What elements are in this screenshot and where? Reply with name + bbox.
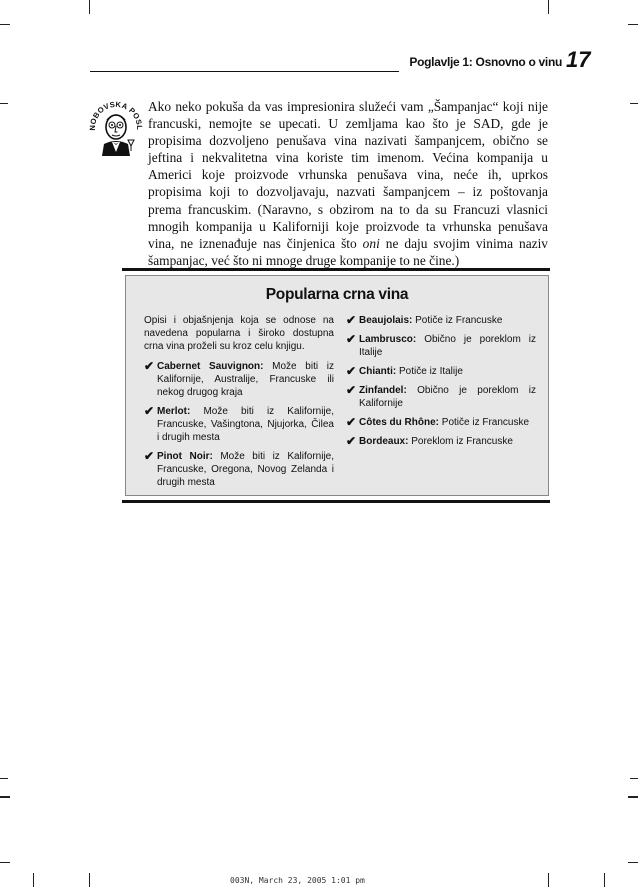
chapter-title: Poglavlje 1: Osnovno o vinu bbox=[409, 55, 562, 69]
crop-mark bbox=[0, 778, 8, 779]
wine-name: Lambrusco: bbox=[359, 334, 417, 345]
list-item bbox=[144, 450, 334, 489]
crop-mark bbox=[630, 103, 638, 104]
snob-talk-icon bbox=[88, 94, 144, 156]
list-item bbox=[346, 384, 536, 410]
crop-mark bbox=[628, 24, 638, 25]
sidebar-title: Popularna crna vina bbox=[265, 286, 409, 303]
crop-mark bbox=[548, 0, 549, 14]
checkmark-icon: ✔ bbox=[144, 359, 155, 373]
wine-name: Pinot Noir: bbox=[157, 451, 213, 462]
sidebar-intro: Opisi i objašnjenja koja se odnose na navedena popularna i široko dostupna crna vina proželi su kroz celu knjigu. bbox=[144, 315, 334, 352]
wine-desc: Obično je poreklom iz Italije bbox=[359, 334, 536, 358]
crop-mark bbox=[628, 796, 638, 798]
wine-desc: Poreklom iz Francuske bbox=[408, 436, 513, 447]
checkmark-icon: ✔ bbox=[346, 434, 357, 448]
crop-mark bbox=[0, 24, 10, 25]
wine-name: Merlot: bbox=[157, 406, 191, 417]
crop-mark bbox=[0, 862, 10, 863]
wine-name: Cabernet Sauvignon: bbox=[157, 361, 264, 372]
wine-name: Chianti: bbox=[359, 366, 397, 377]
wine-desc: Potiče iz Italije bbox=[396, 366, 463, 377]
checkmark-icon: ✔ bbox=[346, 383, 357, 397]
list-item bbox=[144, 360, 334, 399]
crop-mark bbox=[630, 778, 638, 779]
crop-mark bbox=[548, 873, 549, 887]
wine-desc: Može biti iz Kalifornije, Francuske, Oregona, Novog Zelanda i drugih mesta bbox=[157, 451, 335, 488]
wine-name: Côtes du Rhône: bbox=[359, 417, 439, 428]
wine-name: Beaujolais: bbox=[359, 315, 413, 326]
list-item bbox=[144, 405, 334, 444]
intro-paragraph bbox=[148, 98, 548, 269]
sidebar-right-column bbox=[346, 314, 536, 454]
crop-mark bbox=[0, 103, 8, 104]
wine-name: Zinfandel: bbox=[359, 385, 407, 396]
checkmark-icon: ✔ bbox=[346, 415, 357, 429]
crop-mark bbox=[0, 796, 10, 798]
list-item bbox=[346, 314, 536, 327]
list-item bbox=[346, 416, 536, 429]
header-rule bbox=[90, 71, 399, 72]
wine-desc: Može biti iz Kalifornije, Australije, Francuske ili nekog drugog kraja bbox=[157, 361, 334, 398]
intro-emphasis: oni bbox=[362, 235, 380, 251]
crop-mark bbox=[89, 873, 90, 887]
list-item bbox=[346, 435, 536, 448]
checkmark-icon: ✔ bbox=[346, 313, 357, 327]
wine-name: Bordeaux: bbox=[359, 436, 409, 447]
sidebar-left-column bbox=[144, 314, 334, 495]
crop-mark bbox=[33, 873, 34, 887]
crop-mark bbox=[89, 0, 90, 14]
checkmark-icon: ✔ bbox=[144, 404, 155, 418]
wine-desc: Potiče iz Francuske bbox=[439, 417, 530, 428]
wine-desc: Obično je poreklom iz Kalifornije bbox=[359, 385, 536, 409]
snob-talk-label: NOBOVSKA POSL bbox=[88, 99, 144, 131]
sidebar-bottom-rule bbox=[122, 500, 550, 503]
page-number: 17 bbox=[566, 47, 591, 72]
print-slug: 003N, March 23, 2005 1:01 pm bbox=[230, 876, 365, 885]
sidebar-top-rule bbox=[122, 268, 550, 271]
checkmark-icon: ✔ bbox=[346, 364, 357, 378]
intro-text-2: ne daju svojim vinima naziv šampanjac, već što ni mnoge druge kompanije to ne čine.) bbox=[148, 235, 548, 268]
crop-mark bbox=[604, 873, 605, 887]
sidebar-box bbox=[125, 275, 549, 496]
wine-desc: Potiče iz Francuske bbox=[412, 315, 503, 326]
list-item bbox=[346, 333, 536, 359]
list-item bbox=[346, 365, 536, 378]
wine-desc: Može biti iz Kalifornije, Francuske, Vašingtona, Njujorka, Čilea i drugih mesta bbox=[157, 406, 334, 443]
checkmark-icon: ✔ bbox=[144, 449, 155, 463]
crop-mark bbox=[628, 862, 638, 863]
intro-text-1: Ako neko pokuša da vas impresionira služeći vam „Šampanjac“ koji nije francuski, nemojte se upecati. U zemljama kao što je SAD, gde je propisima dozvoljeno penušava vina nazivati šampanjcem, obično se jeftina i nekvalitetna vina koriste tim imenom. Većina kompanija u Americi koje proizvode vrhunska penušava vina, neće ih, uprkos propisima koji to dozvoljavaju, nazvati šampanjcem – iz poštovanja prema francuskim. (Naravno, s obzirom na to da su Francuzi vlasnici mnogih kompanija u Kaliforniji koje proizvode ta vrhunska penušava vina, ne iznenađuje nas činjenica što bbox=[148, 99, 548, 251]
checkmark-icon: ✔ bbox=[346, 332, 357, 346]
